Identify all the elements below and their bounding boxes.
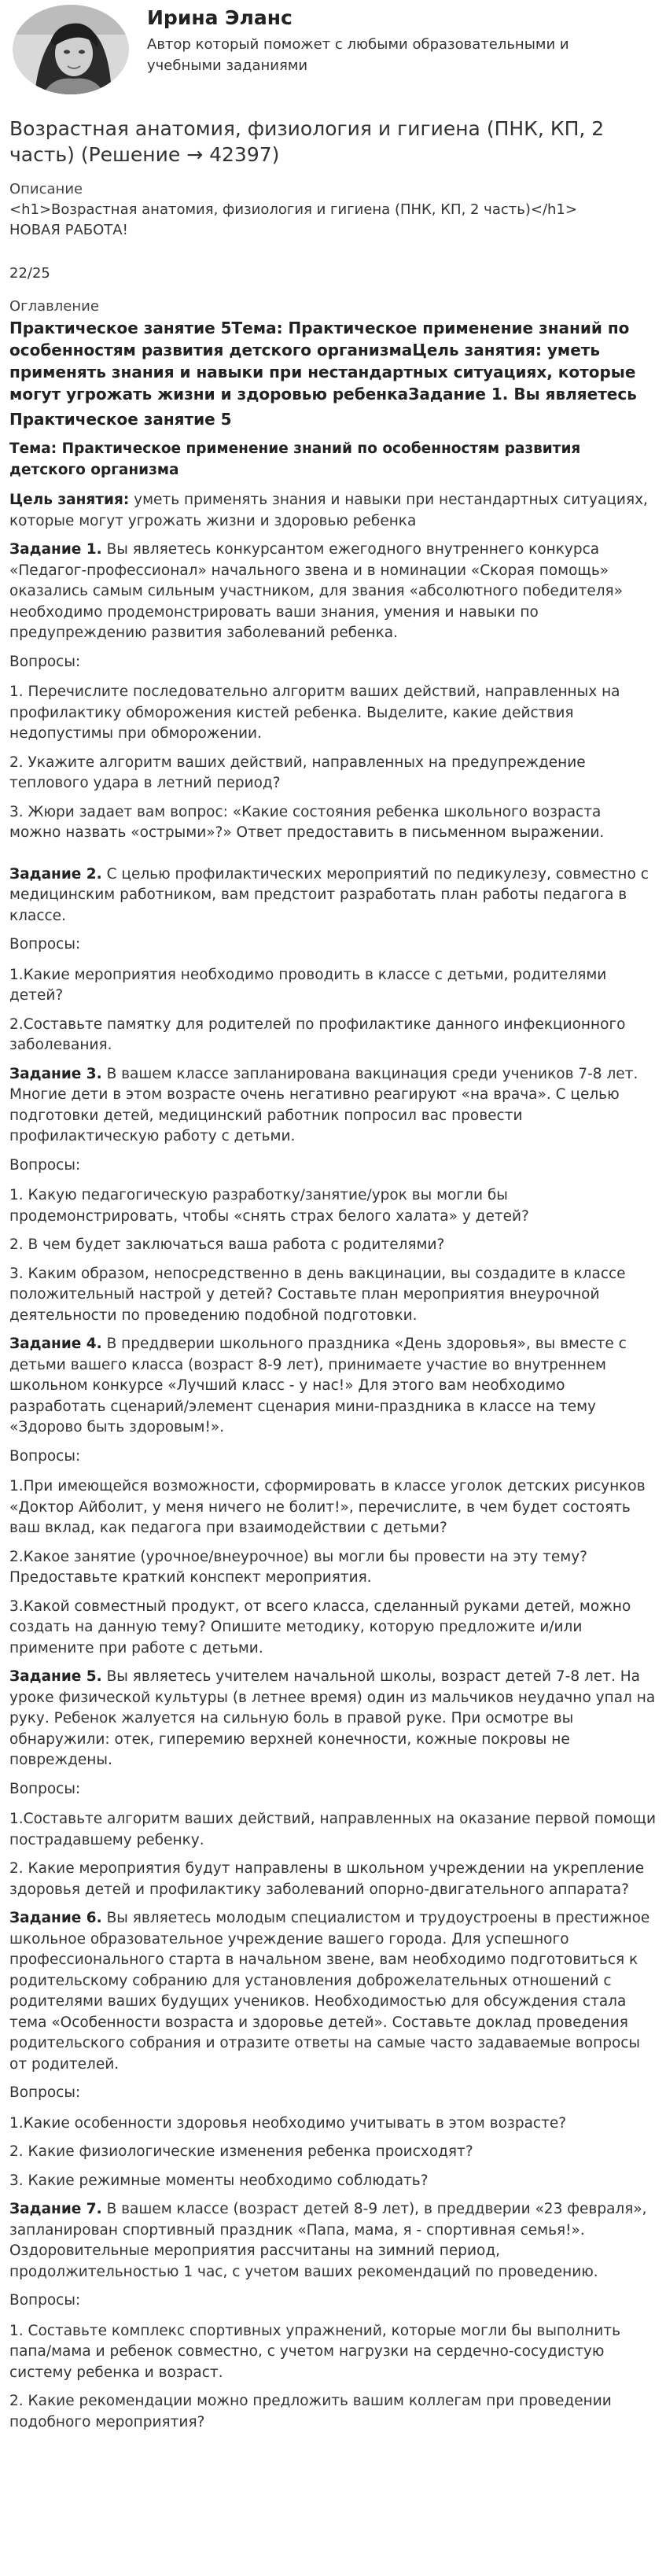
goal-label: Цель занятия: bbox=[9, 492, 130, 508]
task-6-text: Вы являетесь молодым специалистом и трудоустроены в престижное школьное образовательное учреждение вашего города. Для успешного профессионального старта в начальном звене, вам необходимо подготовиться к родительскому собранию для установления доброжелательных отношений с родителями ваших будущих учеников. Необходимостью для обсуждения стала тема «Особенности возраста и здоровье детей». Составьте доклад проведения родительского собрания и отразите ответы на самые часто задаваемые вопросы от родителей. bbox=[9, 1910, 650, 2073]
task-2-text: С целью профилактических мероприятий по педикулезу, совместно с медицинским работником, вам предстоит разработать план работы педагога в классе. bbox=[9, 865, 649, 924]
task-4-question-2: 2.Какое занятие (урочное/внеурочное) вы могли бы провести на эту тему? Предоставьте краткий конспект мероприятия. bbox=[9, 1548, 587, 1586]
page-count: 22/25 bbox=[9, 265, 50, 282]
task-6-question-2: 2. Какие физиологические изменения ребенка происходят? bbox=[9, 2143, 473, 2160]
task-5 bbox=[9, 1667, 657, 1771]
task-6-question-1: 1.Какие особенности здоровья необходимо учитывать в этом возрасте? bbox=[9, 2114, 567, 2132]
task-3-text: В вашем классе запланирована вакцинация среди учеников 7-8 лет. Многие дети в этом возрасте очень негативно реагируют «на врача». С целью подготовки детей, медицинский работник попросил вас провести профилактическую работу с детьми. bbox=[9, 1065, 638, 1144]
task-3-question-3: 3. Каким образом, непосредственно в день вакцинации, вы создадите в классе положительный настрой у детей? Составьте план мероприятия внеурочной деятельности по проведению подобной подготовки. bbox=[9, 1265, 626, 1324]
task-3-label: Задание 3. bbox=[9, 1065, 102, 1082]
task-3 bbox=[9, 1064, 657, 1148]
task-5-question-2: 2. Какие мероприятия будут направлены в школьном учреждении на укрепление здоровья детей и профилактику заболеваний опорно-двигательного аппарата? bbox=[9, 1860, 645, 1898]
task-4-question-3: 3.Какой совместный продукт, от всего класса, сделанный руками детей, можно создать на данную тему? Опишите методику, которую предложите и/или примените при работе с детьми. bbox=[9, 1598, 631, 1657]
author-name[interactable]: Ирина Эланс bbox=[147, 6, 293, 29]
task-4 bbox=[9, 1334, 657, 1439]
task-1-question-2: 2. Укажите алгоритм ваших действий, направленных на предупреждение теплового удара в летний период? bbox=[9, 754, 586, 791]
author-info bbox=[147, 0, 619, 76]
task-3-questions-label: Вопросы: bbox=[9, 1156, 81, 1174]
task-5-question-1: 1.Составьте алгоритм ваших действий, направленных на оказание первой помощи пострадавшему ребенку. bbox=[9, 1811, 656, 1848]
task-6-question-3: 3. Какие режимные моменты необходимо соблюдать? bbox=[9, 2172, 429, 2189]
author-description: Автор который поможет с любыми образовательными и учебными заданиями bbox=[147, 36, 569, 74]
task-3-question-2: 2. В чем будет заключаться ваша работа с родителями? bbox=[9, 1236, 445, 1253]
task-7-question-2: 2. Какие рекомендации можно предложить вашим коллегам при проведении подобного мероприятия? bbox=[9, 2393, 612, 2430]
task-1-question-3: 3. Жюри задает вам вопрос: «Какие состояния ребенка школьного возраста можно назвать «острыми»?» Ответ предоставить в письменном выражении. bbox=[9, 803, 605, 841]
task-2-questions-label: Вопросы: bbox=[9, 936, 81, 953]
author-card bbox=[9, 0, 657, 98]
task-1-text: Вы являетесь конкурсантом ежегодного внутреннего конкурса «Педагог-профессионал» начального звена и в номинации «Скорая помощь» оказались самым сильным участником, для звания «абсолютного победителя» необходимо продемонстрировать ваши знания, умения и навыки по предупреждению развития заболеваний ребенка. bbox=[9, 541, 624, 641]
task-5-label: Задание 5. bbox=[9, 1668, 102, 1685]
task-1 bbox=[9, 540, 657, 644]
author-avatar[interactable] bbox=[11, 3, 131, 96]
task-3-question-1: 1. Какую педагогическую разработку/занятие/урок вы могли бы продемонстрировать, чтобы «снять страх белого халата» у детей? bbox=[9, 1187, 529, 1225]
description-line-2: НОВАЯ РАБОТА! bbox=[9, 222, 128, 238]
document-title: Возрастная анатомия, физиология и гигиена (ПНК, КП, 2 часть) (Решение → 42397) bbox=[9, 117, 605, 166]
toc-label: Оглавление bbox=[9, 298, 99, 315]
task-4-label: Задание 4. bbox=[9, 1336, 102, 1352]
task-6-questions-label: Вопросы: bbox=[9, 2084, 81, 2101]
task-1-question-1: 1. Перечислите последовательно алгоритм ваших действий, направленных на профилактику обморожения кистей ребенка. Выделите, какие действия недопустимы при обморожении. bbox=[9, 684, 620, 742]
task-2 bbox=[9, 864, 657, 927]
document-content bbox=[9, 408, 657, 2433]
task-1-label: Задание 1. bbox=[9, 541, 102, 558]
task-4-text: В преддверии школьного праздника «День здоровья», вы вместе с детьми вашего класса (возраст 8-9 лет), принимаете участие во внутреннем школьном конкурсе «Лучший класс - у нас!» Для этого вам необходимо разработать сценарий/элемент сценария мини-праздника в классе на тему «Здорово быть здоровым!». bbox=[9, 1336, 627, 1435]
task-7-text: В вашем классе (возраст детей 8-9 лет), в преддверии «23 февраля», запланирован спортивный праздник «Папа, мама, я - спортивная семья!». Оздоровительные мероприятия рассчитаны на зимний период, продолжительностью 1 час, с учетом ваших рекомендаций по проведению. bbox=[9, 2201, 647, 2280]
task-7-label: Задание 7. bbox=[9, 2201, 102, 2217]
task-6 bbox=[9, 1908, 657, 2075]
task-5-text: Вы являетесь учителем начальной школы, возраст детей 7-8 лет. На уроке физической культуры (в летнее время) один из мальчиков неудачно упал на руку. Ребенок жалуется на сильную боль в правой руке. При осмотре вы обнаружили: отек, гиперемию верхней конечности, кожные покровы не повреждены. bbox=[9, 1668, 656, 1768]
task-2-question-2: 2.Составьте памятку для родителей по профилактике данного инфекционного заболевания. bbox=[9, 1015, 626, 1053]
task-7-questions-label: Вопросы: bbox=[9, 2292, 81, 2309]
content-goal bbox=[9, 490, 657, 532]
task-4-question-1: 1.При имеющейся возможности, сформировать в классе уголок детских рисунков «Доктор Айболит, у меня ничего не болит!», перечислите, в чем будет состоять ваш вклад, как педагога при взаимодействии с детьми? bbox=[9, 1478, 646, 1536]
task-2-label: Задание 2. bbox=[9, 865, 102, 883]
task-1-questions-label: Вопросы: bbox=[9, 653, 81, 670]
toc-text: Практическое занятие 5Тема: Практическое применение знаний по особенностям развития детского организмаЦель занятия: уметь применять знания и навыки при нестандартных ситуациях, которые могут угрожать жизни и здоровью ребенкаЗадание 1. Вы являетесь bbox=[9, 319, 637, 404]
task-4-questions-label: Вопросы: bbox=[9, 1447, 81, 1465]
description-label: Описание bbox=[9, 181, 83, 197]
content-heading: Практическое занятие 5 bbox=[9, 410, 232, 429]
task-5-questions-label: Вопросы: bbox=[9, 1780, 81, 1797]
task-7-question-1: 1. Составьте комплекс спортивных упражнений, которые могли бы выполнить папа/мама и ребенок совместно, с учетом нагрузки на сердечно-сосудистую систему ребенка и возраст. bbox=[9, 2322, 620, 2381]
task-2-question-1: 1.Какие мероприятия необходимо проводить в классе с детьми, родителями детей? bbox=[9, 966, 607, 1004]
goal-text: уметь применять знания и навыки при нестандартных ситуациях, которые могут угрожать жизни и здоровью ребенка bbox=[9, 492, 648, 529]
task-7 bbox=[9, 2199, 657, 2283]
content-theme: Тема: Практическое применение знаний по особенностям развития детского организма bbox=[9, 440, 581, 478]
description-line-1: <h1>Возрастная анатомия, физиология и гигиена (ПНК, КП, 2 часть)</h1> bbox=[9, 201, 577, 218]
task-6-label: Задание 6. bbox=[9, 1910, 102, 1926]
